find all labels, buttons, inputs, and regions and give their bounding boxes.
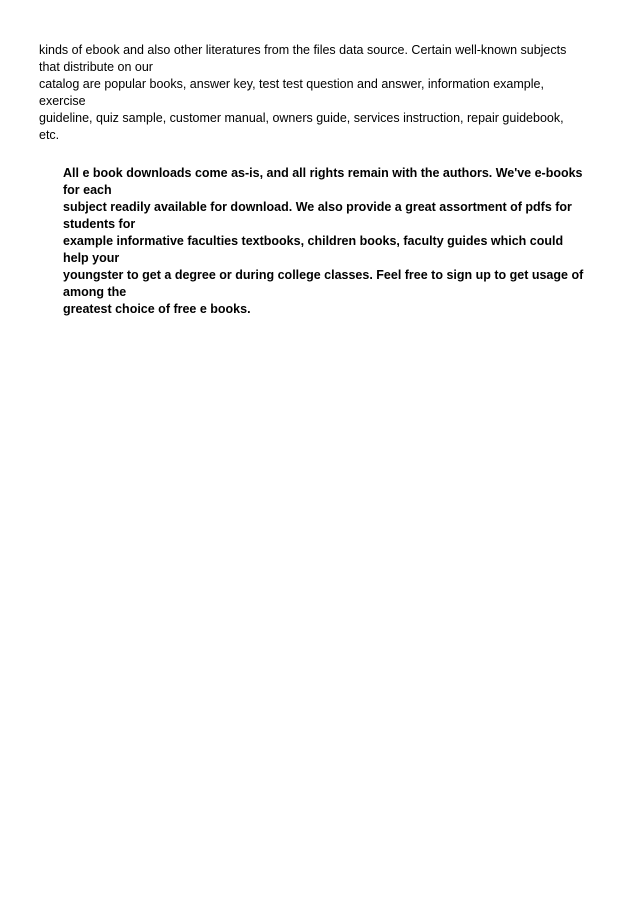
text-line: guideline, quiz sample, customer manual, owners guide, services instruction, repair guidebook, — [39, 111, 564, 125]
text-line: All e book downloads come as-is, and all rights remain with the authors. We've e-books — [63, 166, 583, 180]
text-line: subject readily available for download. We also provide a great assortment of pdfs for — [63, 200, 572, 214]
text-line: youngster to get a degree or during college classes. Feel free to sign up to get usage of — [63, 268, 584, 282]
text-line: kinds of ebook and also other literatures from the files data source. Certain well-known subjects — [39, 43, 567, 57]
text-line: greatest choice of free e books. — [63, 302, 251, 316]
text-line: etc. — [39, 128, 60, 142]
body-paragraph-catalog — [39, 42, 599, 144]
text-line: exercise — [39, 94, 86, 108]
text-line: for each — [63, 183, 112, 197]
text-line: example informative faculties textbooks, children books, faculty guides which could — [63, 234, 564, 248]
text-line: among the — [63, 285, 127, 299]
text-line: catalog are popular books, answer key, test test question and answer, information example, — [39, 77, 544, 91]
text-line: that distribute on our — [39, 60, 153, 74]
text-line: students for — [63, 217, 136, 231]
text-line: help your — [63, 251, 120, 265]
bold-paragraph-downloads — [63, 165, 613, 318]
